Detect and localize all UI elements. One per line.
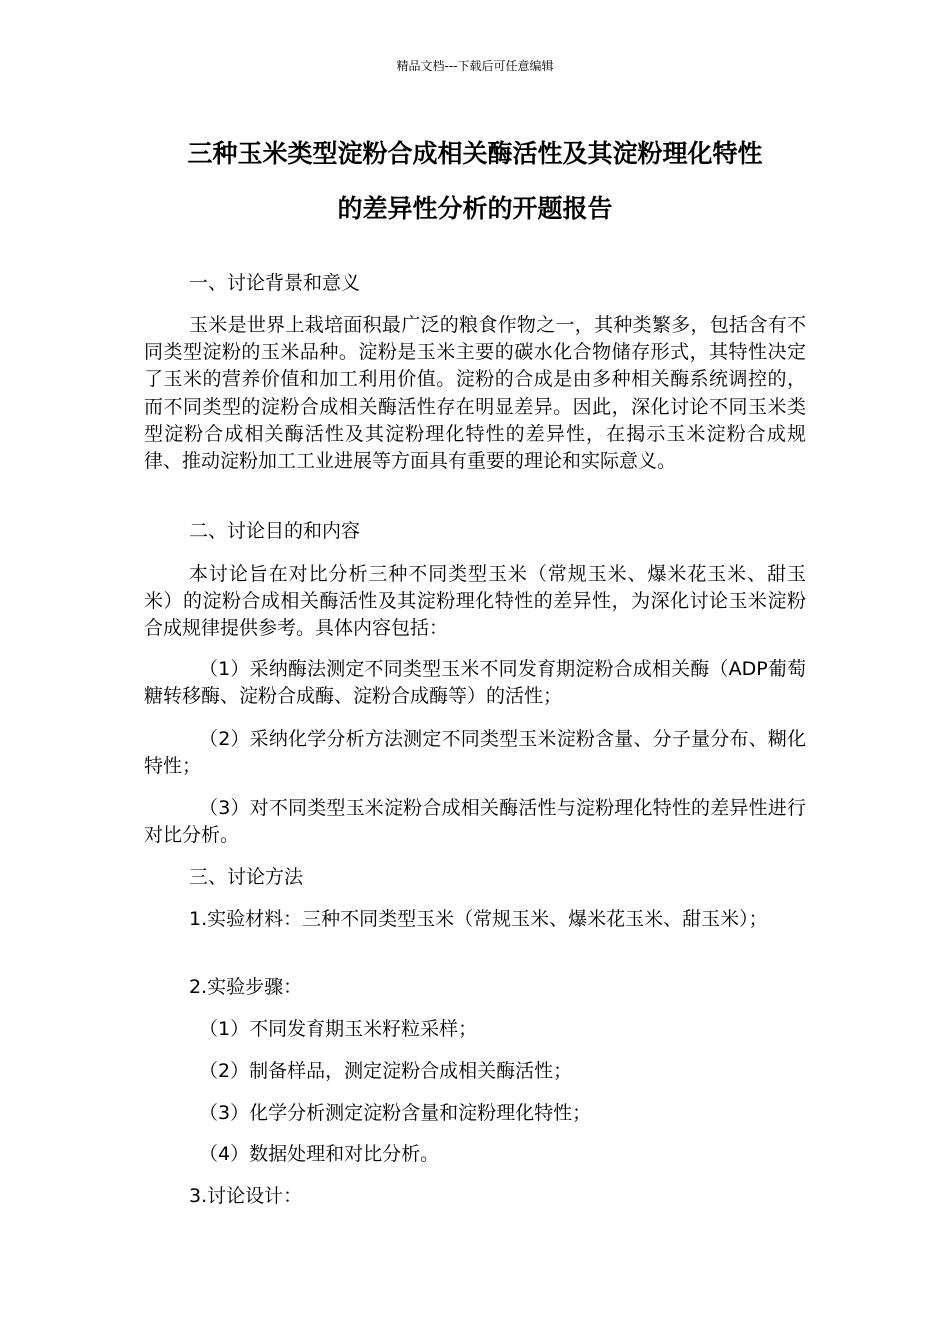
section-2-paragraph: 本讨论旨在对比分析三种不同类型玉米（常规玉米、爆米花玉米、甜玉米）的淀粉合成相关酶活性及其淀粉理化特性的差异性，为深化讨论玉米淀粉合成规律提供参考。具体内容包括：	[144, 563, 806, 640]
section-3-materials: 1.实验材料：三种不同类型玉米（常规玉米、爆米花玉米、甜玉米）；	[189, 908, 768, 930]
section-2-item-2: （2）采纳化学分析方法测定不同类型玉米淀粉含量、分子量分布、糊化特性；	[144, 728, 806, 778]
section-3-step-4: （4）数据处理和对比分析。	[199, 1143, 440, 1165]
section-2-item-1: （1）采纳酶法测定不同类型玉米不同发育期淀粉合成相关酶（ADP葡萄糖转移酶、淀粉合成酶、淀粉合成酶等）的活性；	[144, 658, 806, 708]
section-1-heading: 一、讨论背景和意义	[189, 272, 361, 294]
section-3-step-1: （1）不同发育期玉米籽粒采样；	[199, 1018, 478, 1040]
document-title-line-1: 三种玉米类型淀粉合成相关酶活性及其淀粉理化特性	[187, 139, 763, 168]
section-3-step-3: （3）化学分析测定淀粉含量和淀粉理化特性；	[199, 1102, 592, 1124]
document-title-line-2: 的差异性分析的开题报告	[337, 194, 613, 223]
page-header: 精品文档---下载后可任意编辑	[396, 59, 554, 73]
section-1-paragraph: 玉米是世界上栽培面积最广泛的粮食作物之一，其种类繁多，包括含有不同类型淀粉的玉米品种。淀粉是玉米主要的碳水化合物储存形式，其特性决定了玉米的营养价值和加工利用价值。淀粉的合成是由多种相关酶系统调控的，而不同类型的淀粉合成相关酶活性存在明显差异。因此，深化讨论不同玉米类型淀粉合成相关酶活性及其淀粉理化特性的差异性，在揭示玉米淀粉合成规律、推动淀粉加工工业进展等方面具有重要的理论和实际意义。	[144, 314, 806, 473]
section-3-design-heading: 3.讨论设计：	[189, 1185, 303, 1207]
section-2-item-3: （3）对不同类型玉米淀粉合成相关酶活性与淀粉理化特性的差异性进行对比分析。	[144, 797, 806, 847]
section-2-heading: 二、讨论目的和内容	[189, 520, 361, 542]
section-3-steps-heading: 2.实验步骤：	[189, 976, 303, 998]
section-3-step-2: （2）制备样品，测定淀粉合成相关酶活性；	[199, 1060, 573, 1082]
section-3-heading: 三、讨论方法	[189, 866, 304, 888]
